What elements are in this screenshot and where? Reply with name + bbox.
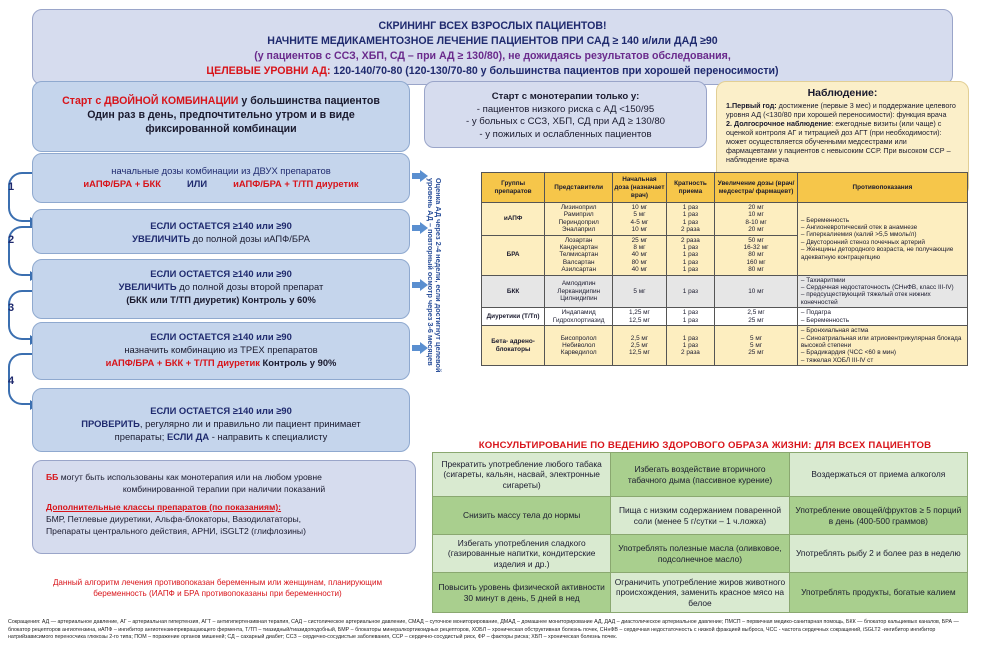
- step5-check: ПРОВЕРИТЬ: [81, 418, 140, 429]
- beta-blocker-box: [32, 460, 416, 554]
- step1-combo-b: иАПФ/БРА + Т/ТП диуретик: [233, 178, 359, 189]
- group-bkk: БКК: [482, 275, 545, 308]
- lifestyle-cell: Прекратить употребление любого табака (сигареты, кальян, насвай, электронные сигареты): [433, 453, 611, 497]
- start-combination-box: [32, 81, 410, 152]
- bra-names: Лозартан Кандесартан Телмисартан Валсартан Азилсартан: [545, 235, 613, 275]
- bkk-contraindications: – Тахиаритмии – Сердечная недостаточность (СНнФВ, класс III-IV) – предсуществующий тяжелый отек нижних конечностей: [797, 275, 967, 308]
- lifestyle-row: [433, 573, 968, 613]
- lifestyle-cell: Избегать воздействие вторичного табачного дыма (пассивное курение): [611, 453, 789, 497]
- iapf-names: Лизиноприл Рамиприл Периндоприл Эналаприл: [545, 203, 613, 236]
- step-3-box: [32, 259, 410, 319]
- lifestyle-table: [432, 452, 968, 613]
- lifestyle-cell: Употреблять продукты, богатые калием: [789, 573, 967, 613]
- diur-names: Индапамид Гидрохлортиазид: [545, 308, 613, 326]
- step-number-1: 1: [8, 181, 15, 193]
- bb-freq: 1 раз 1 раз 2 раза: [666, 326, 715, 366]
- step-1-box: [32, 153, 410, 203]
- step3-condition: ЕСЛИ ОСТАЕТСЯ ≥140 или ≥90: [150, 268, 292, 279]
- target-levels-value: 120-140/70-80 (120-130/70-80 у большинства пациентов при хорошей переносимости): [333, 65, 779, 77]
- start-combo-line3: фиксированной комбинации: [145, 123, 297, 135]
- lifestyle-cell: Употребление овощей/фруктов ≥ 5 порций в день (400-500 граммов): [789, 497, 967, 535]
- assessment-note-line2: уровень АД – повторный осмотр через 3-6 месяцев: [426, 178, 435, 366]
- start-combo-line2: Один раз в день, предпочтительно утром и в виде: [87, 109, 355, 121]
- bb-names: Бисопролол Небиволол Карведилол: [545, 326, 613, 366]
- start-combo-label: Старт с ДВОЙНОЙ КОМБИНАЦИИ: [62, 95, 239, 107]
- start-combo-rest: у большинства пациентов: [238, 95, 380, 107]
- lifestyle-cell: Пища с низким содержанием поваренной соли (менее 5 г/сутки – 1 ч.ложка): [611, 497, 789, 535]
- step-2-box: [32, 209, 410, 254]
- banner-targets: [33, 64, 952, 79]
- header-dose-increase: Увеличение дозы (врач/медсестра/ фармацевт): [715, 173, 798, 203]
- step2-condition: ЕСЛИ ОСТАЕТСЯ ≥140 или ≥90: [150, 220, 292, 231]
- target-levels-label: ЦЕЛЕВЫЕ УРОВНИ АД:: [206, 65, 334, 77]
- step3-drugs: (БКК или Т/ТП диуретик): [126, 294, 240, 305]
- header-representatives: Представители: [545, 173, 613, 203]
- lifestyle-cell: Воздержаться от приема алкоголя: [789, 453, 967, 497]
- header-frequency: Кратность приема: [666, 173, 715, 203]
- assessment-note-line1: Оценка АД через 2-4 недели, если достигнут целевой: [434, 178, 443, 373]
- additional-classes-1: БМР, Петлевые диуретики, Альфа-блокаторы, Вазодилататоры,: [46, 514, 302, 524]
- header-contraindications: Противопоказания: [797, 173, 967, 203]
- step3-increase: УВЕЛИЧИТЬ: [118, 281, 177, 292]
- step1-or: ИЛИ: [187, 178, 208, 189]
- lifestyle-row: [433, 497, 968, 535]
- mono-item-1: - пациентов низкого риска с АД <150/95: [476, 103, 655, 115]
- drug-table: [481, 172, 968, 366]
- step-4-box: [32, 322, 410, 380]
- lifestyle-row: [433, 535, 968, 573]
- banner-note: (у пациентов с ССЗ, ХБП, СД – при АД ≥ 130/80), не дожидаясь результатов обследования,: [254, 50, 731, 62]
- bb-label: ББ: [46, 472, 59, 482]
- lifestyle-cell: Снизить массу тела до нормы: [433, 497, 611, 535]
- bra-start: 25 мг 8 мг 40 мг 80 мг 40 мг: [613, 235, 666, 275]
- lifestyle-title: КОНСУЛЬТИРОВАНИЕ ПО ВЕДЕНИЮ ЗДОРОВОГО ОБРАЗА ЖИЗНИ: ДЛЯ ВСЕХ ПАЦИЕНТОВ: [478, 440, 932, 451]
- bb-inc: 5 мг 5 мг 25 мг: [715, 326, 798, 366]
- observation-first-year: 1.Первый год: достижение (первые 3 мес) и поддержание целевого уровня АД (<130/80 при хорошей переносимости): функция врача: [726, 101, 956, 119]
- lifestyle-cell: Повысить уровень физической активности 30 минут в день, 5 дней в нед: [433, 573, 611, 613]
- group-bra: БРА: [482, 235, 545, 275]
- bkk-names: Амлодипин Лерканидипин Цилнидипин: [545, 275, 613, 308]
- bb-start: 2,5 мг 2,5 мг 12,5 мг: [613, 326, 666, 366]
- iapf-inc: 20 мг 10 мг 8-10 мг 20 мг: [715, 203, 798, 236]
- table-row-beta-blockers: [482, 326, 968, 366]
- monotherapy-box: [424, 81, 707, 148]
- mono-item-2: - у больных с ССЗ, ХБП, СД при АД ≥ 130/80: [465, 116, 666, 127]
- iapf-freq: 1 раз 1 раз 1 раз 2 раза: [666, 203, 715, 236]
- observation-long-term: 2. Долгосрочное наблюдение: ежегодные визиты (или чаще) с оценкой контроля АГ и титрацией доз АГТ (при необходимости): может осуществляется обученными медсестрами или фармацевтами у пациентов с невысоким ССР. При высоком ССР – наблюдение врача: [726, 119, 951, 164]
- group-iapf: иАПФ: [482, 203, 545, 236]
- bra-freq: 2 раза 1 раз 1 раз 1 раз 1 раз: [666, 235, 715, 275]
- step-5-box: [32, 388, 410, 452]
- assessment-note: [426, 178, 442, 378]
- group-beta-blockers: Бета- адрено- блокаторы: [482, 326, 545, 366]
- bb-contraindications: – Бронхиальная астма – Синоатриальная или атриовентрикулярная блокада высокой степени – Брадикардия (ЧСС <60 в мин) – тяжелая ХОБЛ III-IV ст: [797, 326, 967, 366]
- additional-classes-title: Дополнительные классы препаратов (по показаниям):: [46, 502, 282, 512]
- table-row-iapf: [482, 203, 968, 236]
- mono-item-3: - у пожилых и ослабленных пациентов: [479, 128, 652, 140]
- step5-condition: ЕСЛИ ОСТАЕТСЯ ≥140 или ≥90: [150, 405, 292, 416]
- bb-text-1: могут быть использованы как монотерапия или на любом уровне: [58, 472, 322, 482]
- bra-inc: 50 мг 16-32 мг 80 мг 160 мг 80 мг: [715, 235, 798, 275]
- step3-action: до полной дозы второй препарат: [176, 281, 324, 292]
- step5-action: , регулярно ли и правильно ли пациент принимает: [139, 418, 361, 429]
- header-groups: Группы препаратов: [482, 173, 545, 203]
- step5-drugs: препараты;: [114, 431, 167, 442]
- abbreviations-footer: Сокращения: АД — артериальное давление, АГ – артериальная гипертензия, АГТ – антигипертензивная терапия, САД – систолическое артериальное давление, СМАД – суточное мониторирование, ДМАД – домашнее мониторирование АД, ДАД – диастолическое артериальное давление; ПМСП – первичная медико-санитарная помощь, БКК — блокатор кальциевых каналов, БРА — блокатор рецепторов ангиотензина, иАПФ – ингибитор ангиотензинпревращающего фермента, Т/ТП – тиазидный/тиазидоподобный, БМР – блокаторы минералкортикоидных рецепторов, ХОБЛ – хроническая обструктивная болезнь почек, СНнФВ – сердечная недостаточность с низкой фракцией выброса, ЧСС - частота сердечных сокращений, iSGLT2 -ингибитор ингибитор натрийзависимого переносчика глюкозы 2-го типа; ПОМ – поражение органов мишеней; СД – сахарный диабет; ССЗ – сердечно-сосудистые заболевания, ССР – сердечно-сосудистый риск, ФР – факторы риска; ХБП – хроническая болезнь почек.: [8, 619, 959, 641]
- lifestyle-cell: Ограничить употребление жиров животного происхождения, заменить красное мясо на белое: [611, 573, 789, 613]
- step4-action: назначить комбинацию из ТРЕХ препаратов: [124, 344, 318, 355]
- lifestyle-row: [433, 453, 968, 497]
- step-number-2: 2: [8, 234, 15, 246]
- table-row-diuretics: [482, 308, 968, 326]
- bkk-inc: 10 мг: [715, 275, 798, 308]
- mono-title: Старт с монотерапии только у:: [491, 91, 640, 102]
- banner-subtitle: НАЧНИТЕ МЕДИКАМЕНТОЗНОЕ ЛЕЧЕНИЕ ПАЦИЕНТОВ ПРИ САД ≥ 140 и/или ДАД ≥90: [267, 35, 718, 47]
- diur-start: 1,25 мг 12,5 мг: [613, 308, 666, 326]
- step4-combo: иАПФ/БРА + БКК + Т/ТП диуретик: [105, 357, 260, 368]
- iapf-bra-contraindications: – Беременность – Ангионевротический отек в анамнезе – Гиперкалиемия (калий >5,5 ммоль/л) – Двусторонний стеноз почечных артерий – Женщины детородного возраста, не получающие адекватную контрацепцию: [797, 203, 967, 276]
- diur-inc: 2,5 мг 25 мг: [715, 308, 798, 326]
- iapf-start: 10 мг 5 мг 4-5 мг 10 мг: [613, 203, 666, 236]
- lifestyle-cell: Употреблять полезные масла (оливковое, подсолнечное масло): [611, 535, 789, 573]
- drug-table-header: [482, 173, 968, 203]
- contra-note-line1: Данный алгоритм лечения противопоказан беременным или женщинам, планирующим: [52, 578, 383, 587]
- table-row-bkk: [482, 275, 968, 308]
- step-number-3: 3: [8, 302, 15, 314]
- bkk-freq: 1 раз: [666, 275, 715, 308]
- screening-banner: [32, 9, 953, 85]
- step5-refer: - направить к специалисту: [209, 431, 328, 442]
- step2-increase: УВЕЛИЧИТЬ: [132, 233, 191, 244]
- group-diuretics: Диуретики (Т/Тп): [482, 308, 545, 326]
- bb-text-2: комбинированной терапии при наличии показаний: [122, 484, 326, 494]
- observation-title: Наблюдение:: [807, 87, 878, 99]
- banner-title: СКРИНИНГ ВСЕХ ВЗРОСЛЫХ ПАЦИЕНТОВ!: [378, 20, 607, 32]
- step3-control: Контроль у 60%: [239, 294, 316, 305]
- contra-note-line2: беременность (ИАПФ и БРА противопоказаны при беременности): [93, 589, 342, 598]
- step4-control: Контроль у 90%: [259, 357, 337, 368]
- step-number-4: 4: [8, 375, 15, 387]
- lifestyle-cell: Избегать употребления сладкого (газированные напитки, кондитерские изделия и др.): [433, 535, 611, 573]
- step1-combo-a: иАПФ/БРА + БКК: [83, 178, 161, 189]
- step4-condition: ЕСЛИ ОСТАЕТСЯ ≥140 или ≥90: [150, 331, 292, 342]
- step1-text: начальные дозы комбинации из ДВУХ препаратов: [111, 165, 331, 176]
- step5-if-yes: ЕСЛИ ДА: [166, 431, 210, 442]
- lifestyle-cell: Употреблять рыбу 2 и более раз в неделю: [789, 535, 967, 573]
- contraindication-note: [20, 577, 415, 599]
- additional-classes-2: Препараты центрального действия, АРНИ, iSGLT2 (глифлозины): [46, 526, 306, 536]
- diur-contraindications: – Подагра – Беременность: [797, 308, 967, 326]
- diur-freq: 1 раз 1 раз: [666, 308, 715, 326]
- bkk-start: 5 мг: [613, 275, 666, 308]
- header-start-dose: Начальная доза (назначает врач): [613, 173, 666, 203]
- step2-action: до полной дозы иАПФ/БРА: [190, 233, 310, 244]
